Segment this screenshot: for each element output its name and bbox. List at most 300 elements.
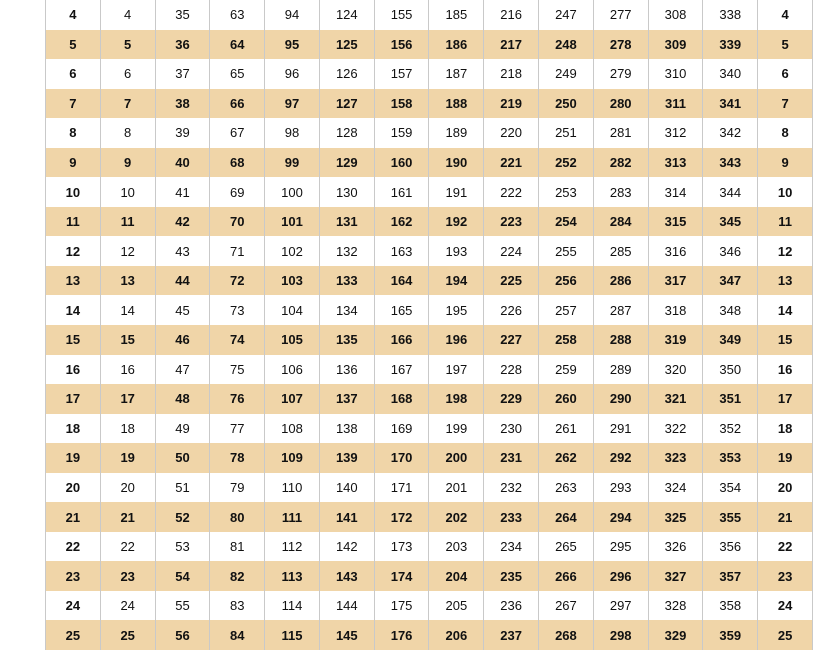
table-cell: 162 [374,207,429,237]
table-cell: 7 [100,89,155,119]
table-cell: 194 [429,266,484,296]
table-cell: 10 [100,177,155,207]
table-cell: 36 [155,30,210,60]
table-cell: 167 [374,355,429,385]
table-cell: 338 [703,0,758,30]
table-cell: 287 [593,295,648,325]
table-cell: 132 [319,236,374,266]
table-cell: 155 [374,0,429,30]
table-cell: 18 [46,414,101,444]
table-cell: 230 [484,414,539,444]
table-cell: 172 [374,502,429,532]
table-cell: 203 [429,532,484,562]
table-cell: 21 [46,502,101,532]
table-cell: 323 [648,443,703,473]
table-cell: 129 [319,148,374,178]
table-cell: 289 [593,355,648,385]
table-row [46,502,813,532]
table-cell: 21 [100,502,155,532]
table-cell: 280 [593,89,648,119]
table-cell: 231 [484,443,539,473]
table-row [46,384,813,414]
table-cell: 12 [100,236,155,266]
table-cell: 353 [703,443,758,473]
table-cell: 16 [46,355,101,385]
table-cell: 108 [265,414,320,444]
table-cell: 259 [539,355,594,385]
table-cell: 21 [758,502,813,532]
table-cell: 282 [593,148,648,178]
table-cell: 348 [703,295,758,325]
table-cell: 355 [703,502,758,532]
table-cell: 308 [648,0,703,30]
table-cell: 173 [374,532,429,562]
table-row [46,0,813,30]
table-cell: 81 [210,532,265,562]
table-cell: 11 [758,207,813,237]
table-cell: 290 [593,384,648,414]
table-cell: 260 [539,384,594,414]
table-cell: 111 [265,502,320,532]
table-cell: 158 [374,89,429,119]
number-table [45,0,813,650]
table-cell: 345 [703,207,758,237]
table-cell: 256 [539,266,594,296]
table-cell: 53 [155,532,210,562]
table-cell: 77 [210,414,265,444]
table-cell: 41 [155,177,210,207]
table-cell: 49 [155,414,210,444]
table-cell: 70 [210,207,265,237]
table-cell: 343 [703,148,758,178]
table-cell: 249 [539,59,594,89]
table-cell: 352 [703,414,758,444]
table-cell: 25 [100,620,155,650]
table-cell: 6 [100,59,155,89]
table-cell: 8 [758,118,813,148]
table-cell: 296 [593,561,648,591]
table-cell: 38 [155,89,210,119]
table-cell: 42 [155,207,210,237]
table-cell: 66 [210,89,265,119]
table-cell: 83 [210,591,265,621]
table-cell: 328 [648,591,703,621]
table-cell: 106 [265,355,320,385]
table-cell: 6 [46,59,101,89]
table-cell: 112 [265,532,320,562]
table-cell: 285 [593,236,648,266]
table-cell: 166 [374,325,429,355]
table-cell: 349 [703,325,758,355]
table-cell: 222 [484,177,539,207]
table-cell: 325 [648,502,703,532]
table-cell: 286 [593,266,648,296]
table-cell: 17 [758,384,813,414]
table-cell: 127 [319,89,374,119]
table-cell: 293 [593,473,648,503]
table-cell: 105 [265,325,320,355]
table-cell: 69 [210,177,265,207]
table-row [46,207,813,237]
table-cell: 109 [265,443,320,473]
table-cell: 130 [319,177,374,207]
table-cell: 354 [703,473,758,503]
table-cell: 205 [429,591,484,621]
table-cell: 74 [210,325,265,355]
table-cell: 9 [46,148,101,178]
table-cell: 284 [593,207,648,237]
table-cell: 221 [484,148,539,178]
table-cell: 357 [703,561,758,591]
table-cell: 175 [374,591,429,621]
table-cell: 114 [265,591,320,621]
table-cell: 137 [319,384,374,414]
table-cell: 251 [539,118,594,148]
table-cell: 202 [429,502,484,532]
table-cell: 107 [265,384,320,414]
table-cell: 232 [484,473,539,503]
table-cell: 262 [539,443,594,473]
table-cell: 23 [46,561,101,591]
table-cell: 226 [484,295,539,325]
table-cell: 140 [319,473,374,503]
table-cell: 95 [265,30,320,60]
table-cell: 25 [758,620,813,650]
table-cell: 268 [539,620,594,650]
table-cell: 248 [539,30,594,60]
table-cell: 48 [155,384,210,414]
table-cell: 16 [100,355,155,385]
table-cell: 126 [319,59,374,89]
table-cell: 351 [703,384,758,414]
table-cell: 252 [539,148,594,178]
table-cell: 219 [484,89,539,119]
table-row [46,532,813,562]
table-row [46,620,813,650]
table-cell: 228 [484,355,539,385]
table-cell: 141 [319,502,374,532]
table-cell: 7 [46,89,101,119]
table-cell: 218 [484,59,539,89]
table-cell: 54 [155,561,210,591]
table-cell: 145 [319,620,374,650]
table-row [46,148,813,178]
table-cell: 318 [648,295,703,325]
table-row [46,89,813,119]
table-cell: 192 [429,207,484,237]
table-row [46,59,813,89]
table-cell: 98 [265,118,320,148]
table-cell: 319 [648,325,703,355]
table-cell: 19 [46,443,101,473]
table-cell: 190 [429,148,484,178]
table-cell: 257 [539,295,594,325]
table-cell: 322 [648,414,703,444]
table-cell: 139 [319,443,374,473]
table-cell: 189 [429,118,484,148]
table-cell: 124 [319,0,374,30]
table-cell: 359 [703,620,758,650]
table-cell: 78 [210,443,265,473]
table-cell: 13 [758,266,813,296]
table-cell: 317 [648,266,703,296]
table-cell: 321 [648,384,703,414]
table-cell: 18 [758,414,813,444]
table-cell: 6 [758,59,813,89]
table-cell: 94 [265,0,320,30]
table-cell: 45 [155,295,210,325]
table-cell: 320 [648,355,703,385]
table-cell: 23 [100,561,155,591]
table-cell: 159 [374,118,429,148]
table-cell: 84 [210,620,265,650]
table-cell: 225 [484,266,539,296]
table-cell: 254 [539,207,594,237]
table-cell: 46 [155,325,210,355]
table-cell: 40 [155,148,210,178]
table-cell: 356 [703,532,758,562]
table-cell: 216 [484,0,539,30]
table-cell: 295 [593,532,648,562]
table-cell: 223 [484,207,539,237]
table-cell: 17 [46,384,101,414]
table-cell: 65 [210,59,265,89]
table-cell: 18 [100,414,155,444]
table-cell: 142 [319,532,374,562]
table-cell: 68 [210,148,265,178]
table-cell: 227 [484,325,539,355]
table-cell: 160 [374,148,429,178]
table-cell: 19 [100,443,155,473]
table-cell: 297 [593,591,648,621]
table-cell: 22 [100,532,155,562]
table-cell: 52 [155,502,210,532]
table-cell: 310 [648,59,703,89]
table-cell: 201 [429,473,484,503]
table-cell: 311 [648,89,703,119]
table-cell: 12 [758,236,813,266]
table-cell: 195 [429,295,484,325]
table-cell: 11 [100,207,155,237]
table-cell: 263 [539,473,594,503]
table-cell: 10 [46,177,101,207]
table-cell: 138 [319,414,374,444]
table-cell: 236 [484,591,539,621]
table-cell: 157 [374,59,429,89]
table-cell: 16 [758,355,813,385]
table-cell: 199 [429,414,484,444]
table-cell: 39 [155,118,210,148]
number-table-body [46,0,813,650]
table-cell: 255 [539,236,594,266]
table-cell: 327 [648,561,703,591]
table-cell: 82 [210,561,265,591]
table-cell: 339 [703,30,758,60]
table-cell: 110 [265,473,320,503]
table-cell: 283 [593,177,648,207]
table-row [46,355,813,385]
table-cell: 50 [155,443,210,473]
table-cell: 71 [210,236,265,266]
table-cell: 13 [46,266,101,296]
table-cell: 193 [429,236,484,266]
table-cell: 15 [758,325,813,355]
table-cell: 37 [155,59,210,89]
table-cell: 294 [593,502,648,532]
table-cell: 103 [265,266,320,296]
table-cell: 113 [265,561,320,591]
table-cell: 47 [155,355,210,385]
table-cell: 24 [100,591,155,621]
table-cell: 341 [703,89,758,119]
table-cell: 233 [484,502,539,532]
table-row [46,561,813,591]
table-cell: 11 [46,207,101,237]
table-cell: 171 [374,473,429,503]
table-cell: 72 [210,266,265,296]
table-cell: 22 [758,532,813,562]
table-cell: 250 [539,89,594,119]
table-cell: 324 [648,473,703,503]
table-row [46,30,813,60]
table-cell: 136 [319,355,374,385]
table-cell: 264 [539,502,594,532]
table-cell: 191 [429,177,484,207]
table-cell: 97 [265,89,320,119]
table-cell: 102 [265,236,320,266]
table-cell: 266 [539,561,594,591]
table-cell: 67 [210,118,265,148]
table-cell: 174 [374,561,429,591]
table-cell: 20 [758,473,813,503]
table-cell: 80 [210,502,265,532]
table-cell: 15 [46,325,101,355]
table-cell: 96 [265,59,320,89]
table-cell: 99 [265,148,320,178]
table-cell: 188 [429,89,484,119]
table-cell: 185 [429,0,484,30]
table-cell: 291 [593,414,648,444]
table-row [46,325,813,355]
table-cell: 235 [484,561,539,591]
table-cell: 165 [374,295,429,325]
table-cell: 55 [155,591,210,621]
table-cell: 329 [648,620,703,650]
table-cell: 298 [593,620,648,650]
table-cell: 9 [758,148,813,178]
table-cell: 258 [539,325,594,355]
table-cell: 206 [429,620,484,650]
table-cell: 5 [46,30,101,60]
table-cell: 220 [484,118,539,148]
table-cell: 44 [155,266,210,296]
table-cell: 15 [100,325,155,355]
table-cell: 314 [648,177,703,207]
table-cell: 224 [484,236,539,266]
table-cell: 7 [758,89,813,119]
table-cell: 76 [210,384,265,414]
table-cell: 5 [100,30,155,60]
table-cell: 10 [758,177,813,207]
table-cell: 288 [593,325,648,355]
table-cell: 8 [100,118,155,148]
table-cell: 131 [319,207,374,237]
table-cell: 43 [155,236,210,266]
table-cell: 340 [703,59,758,89]
table-cell: 312 [648,118,703,148]
table-cell: 14 [46,295,101,325]
table-cell: 247 [539,0,594,30]
table-cell: 79 [210,473,265,503]
table-cell: 196 [429,325,484,355]
table-cell: 168 [374,384,429,414]
table-cell: 316 [648,236,703,266]
table-row [46,118,813,148]
table-cell: 17 [100,384,155,414]
table-cell: 197 [429,355,484,385]
table-cell: 176 [374,620,429,650]
table-cell: 237 [484,620,539,650]
table-cell: 313 [648,148,703,178]
table-cell: 8 [46,118,101,148]
table-cell: 19 [758,443,813,473]
table-cell: 186 [429,30,484,60]
table-cell: 261 [539,414,594,444]
table-cell: 281 [593,118,648,148]
table-cell: 253 [539,177,594,207]
table-row [46,177,813,207]
table-row [46,295,813,325]
table-cell: 14 [758,295,813,325]
table-cell: 143 [319,561,374,591]
table-cell: 25 [46,620,101,650]
table-row [46,266,813,296]
table-cell: 9 [100,148,155,178]
table-cell: 101 [265,207,320,237]
table-cell: 200 [429,443,484,473]
table-row [46,414,813,444]
table-cell: 73 [210,295,265,325]
table-row [46,473,813,503]
table-cell: 234 [484,532,539,562]
table-cell: 344 [703,177,758,207]
table-cell: 4 [46,0,101,30]
table-cell: 170 [374,443,429,473]
table-cell: 133 [319,266,374,296]
table-cell: 75 [210,355,265,385]
table-cell: 217 [484,30,539,60]
table-cell: 309 [648,30,703,60]
table-cell: 315 [648,207,703,237]
table-cell: 163 [374,236,429,266]
table-cell: 64 [210,30,265,60]
table-cell: 161 [374,177,429,207]
table-cell: 358 [703,591,758,621]
table-cell: 156 [374,30,429,60]
table-cell: 187 [429,59,484,89]
table-cell: 104 [265,295,320,325]
table-cell: 13 [100,266,155,296]
table-cell: 14 [100,295,155,325]
table-cell: 51 [155,473,210,503]
table-cell: 22 [46,532,101,562]
table-cell: 350 [703,355,758,385]
table-cell: 35 [155,0,210,30]
table-cell: 229 [484,384,539,414]
table-cell: 63 [210,0,265,30]
table-cell: 277 [593,0,648,30]
table-row [46,591,813,621]
